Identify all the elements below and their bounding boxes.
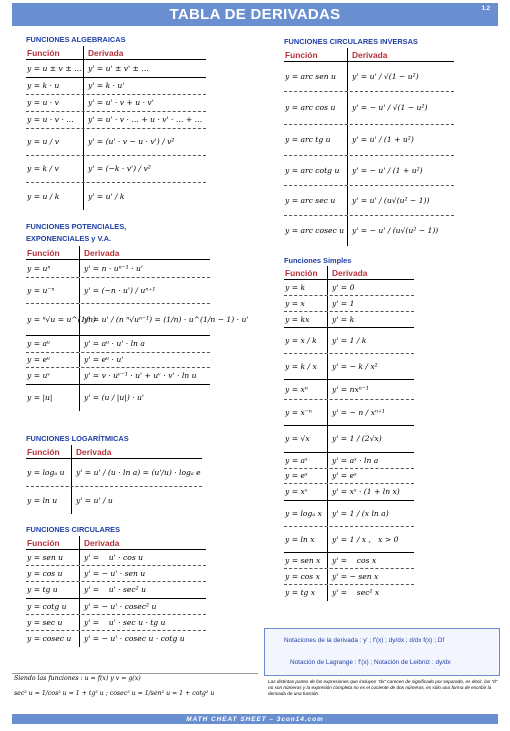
table-row: y = √x y' = 1 / (2√x) [284, 426, 414, 453]
page-header [12, 3, 498, 26]
section-title-inversas: FUNCIONES CIRCULARES INVERSAS [284, 37, 418, 46]
table-simples [284, 266, 414, 601]
table-row: y = aᵘ y' = aᵘ · u' · ln a [26, 336, 210, 353]
table-header [26, 46, 206, 60]
table-row: y = xˣ y' = xˣ · (1 + ln x) [284, 484, 414, 501]
notation-box [264, 628, 500, 676]
table-row: y = ⁿ√u = u^(1/n) y' = u' / (n ⁿ√uⁿ⁻¹) = (1/n) · u^(1/n − 1) · u' [26, 304, 210, 336]
table-row: y = arc sen u y' = u' / √(1 − u²) [284, 62, 454, 92]
table-row: y = tg x y' = sec² x [284, 585, 414, 601]
table-row: y = logₐ x y' = 1 / (x ln a) [284, 501, 414, 527]
table-potenciales [26, 246, 249, 411]
table-header: Función Derivada [26, 536, 206, 550]
table-row: y = arc cosec u y' = − u' / (u√(u² − 1)) [284, 216, 454, 246]
table-row: y = cos x y' = − sen x [284, 569, 414, 585]
section-title-algebraicas: FUNCIONES ALGEBRAICAS [26, 35, 126, 44]
notation-derivative: Notaciones de la derivada : y' ; f'(x) ; dy/dx ; d/dx f(x) ; Df [284, 637, 445, 644]
functions-definition: Siendo las funciones : u = f(x) y v = g(x) [14, 675, 141, 682]
section-title-simples: Funciones Simples [284, 256, 352, 265]
table-row: y = u · v · … y' = u' · v · … + u · v' · … + … [26, 112, 206, 129]
table-row: y = k · u y' = k · u' [26, 78, 206, 95]
table-row: y = tg u y' = u' · sec² u [26, 582, 206, 599]
table-row: y = x / k y' = 1 / k [284, 328, 414, 354]
table-row: y = arc tg u y' = u' / (1 + u²) [284, 125, 454, 156]
table-row: y = k / v y' = (−k · v') / v² [26, 156, 206, 183]
page-number: 1.2 [481, 6, 490, 12]
page-footer [12, 714, 498, 724]
table-row: y = u⁻ⁿ y' = (−n · u') / uⁿ⁺¹ [26, 278, 210, 304]
footnote-dx: Las distintas partes de las expresiones que incluyen "dx" carecen de significado por separado, es decir, las "d" no son números y la expresión completa no es el cociente de dos números, es sólo una forma de escribir la derivada de una función. [268, 679, 498, 696]
table-row: y = u / v y' = (u' · v − u · v') / v² [26, 129, 206, 156]
col-derivada-header: Derivada [88, 47, 124, 58]
table-header: Función Derivada [284, 266, 414, 280]
table-inversas [284, 48, 454, 246]
footer-text: MATH CHEAT SHEET – 3con14.com [186, 715, 324, 723]
table-row: y = |u| y' = (u / |u|) · u' [26, 385, 210, 411]
table-row: y = kx y' = k [284, 312, 414, 328]
table-row: y = sec u y' = u' · sec u · tg u [26, 615, 206, 631]
divider [12, 673, 258, 674]
table-row: y = u / k y' = u' / k [26, 183, 206, 210]
table-row: y = eᵘ y' = eᵘ · u' [26, 353, 210, 368]
table-header: Función Derivada [26, 246, 210, 260]
table-row: y = k / x y' = − k / x² [284, 354, 414, 380]
notation-lagrange-leibniz: Notación de Lagrange : f'(x) ; Notación de Leibniz : dy/dx [290, 659, 451, 666]
table-row: y = u · v y' = u' · v + u · v' [26, 95, 206, 112]
section-title-potenciales: FUNCIONES POTENCIALES, [26, 222, 127, 231]
table-header: Función Derivada [284, 48, 454, 62]
page-title: TABLA DE DERIVADAS [169, 6, 341, 23]
sec-cosec-identities: sec² u = 1/cos² u = 1 + tg² u ; cosec² u = 1/sen² u = 1 + cotg² u [14, 690, 215, 697]
table-row: y = cosec u y' = − u' · cosec u · cotg u [26, 631, 206, 647]
table-row: y = eˣ y' = eˣ [284, 469, 414, 484]
table-algebraicas [26, 46, 206, 210]
table-row: y = sen x y' = cos x [284, 553, 414, 569]
table-row: y = arc sec u y' = u' / (u√(u² − 1)) [284, 186, 454, 216]
table-row: y = cotg u y' = − u' · cosec² u [26, 599, 206, 615]
table-circulares [26, 536, 206, 647]
section-title-potenciales-2: EXPONENCIALES y V.A. [26, 234, 112, 243]
section-title-logaritmicas: FUNCIONES LOGARÍTMICAS [26, 434, 129, 443]
table-row: y = uⁿ y' = n · uⁿ⁻¹ · u' [26, 260, 210, 278]
table-row: y = sen u y' = u' · cos u [26, 550, 206, 566]
table-row: y = x⁻ⁿ y' = − n / xⁿ⁺¹ [284, 400, 414, 426]
table-logaritmicas [26, 445, 202, 514]
table-row: y = xⁿ y' = nxⁿ⁻¹ [284, 380, 414, 400]
table-row: y = u ± v ± … y' = u' ± v' ± … [26, 60, 206, 78]
table-row: y = ln u y' = u' / u [26, 487, 202, 514]
table-row: y = arc cos u y' = − u' / √(1 − u²) [284, 92, 454, 125]
table-row: y = uᵛ y' = v · uᵛ⁻¹ · u' + uᵛ · v' · ln u [26, 368, 210, 385]
table-header: Función Derivada [26, 445, 202, 459]
section-title-circulares: FUNCIONES CIRCULARES [26, 525, 121, 534]
table-row: y = arc cotg u y' = − u' / (1 + u²) [284, 156, 454, 186]
table-row: y = aˣ y' = aˣ · ln a [284, 453, 414, 469]
table-row: y = cos u y' = − u' · sen u [26, 566, 206, 582]
table-row: y = x y' = 1 [284, 296, 414, 312]
col-funcion-header: Función [26, 46, 84, 59]
table-row: y = ln x y' = 1 / x , x > 0 [284, 527, 414, 553]
table-row: y = k y' = 0 [284, 280, 414, 296]
table-row: y = logₐ u y' = u' / (u · ln a) = (u'/u) · logₐ e [26, 459, 202, 487]
